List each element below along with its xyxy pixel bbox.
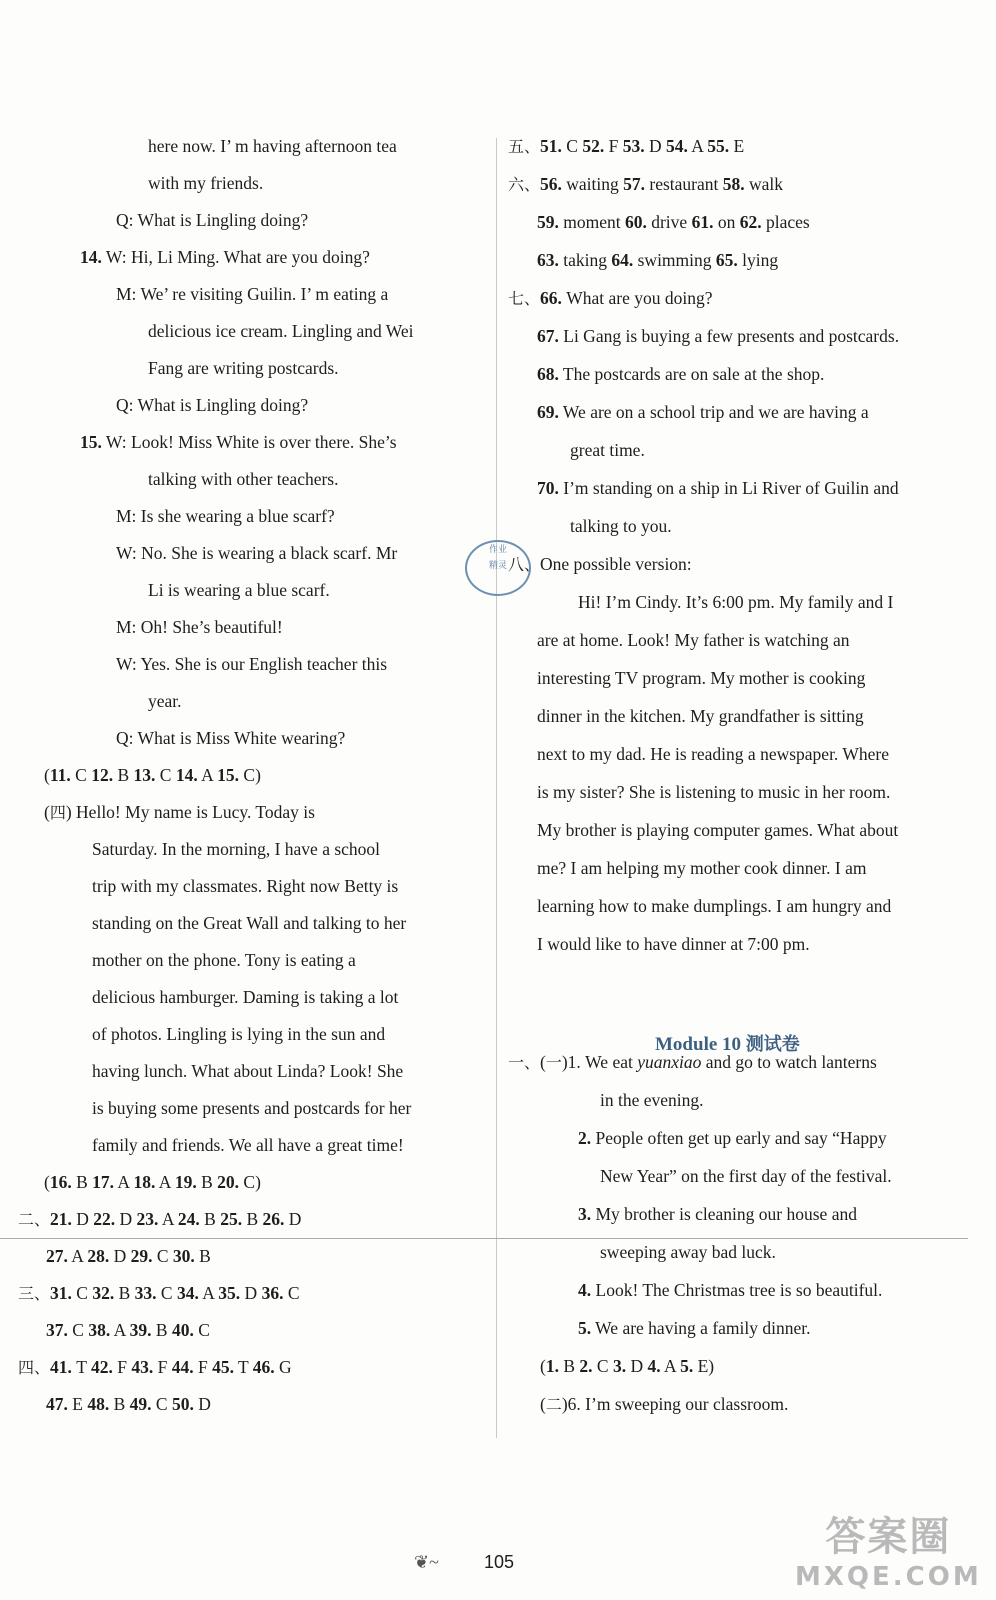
left-text-line: M: Is she wearing a blue scarf? [116,506,335,526]
right-text-line: I would like to have dinner at 7:00 pm. [537,934,810,954]
right-text-line: 69. We are on a school trip and we are having a [537,402,869,422]
right-text-line: 63. taking 64. swimming 65. lying [537,250,779,270]
right-text-line: 2. People often get up early and say “Happy [578,1128,887,1148]
right-text-line: 六、56. waiting 57. restaurant 58. walk [508,174,784,194]
right-text-line: next to my dad. He is reading a newspaper. Where [537,744,889,764]
right-text-line: great time. [570,440,645,460]
left-text-line: having lunch. What about Linda? Look! She [92,1061,404,1081]
right-text-line: interesting TV program. My mother is cooking [537,668,866,688]
right-text-line: Hi! I’m Cindy. It’s 6:00 pm. My family and I [578,592,894,612]
left-text-line: of photos. Lingling is lying in the sun and [92,1024,386,1044]
right-text-line: sweeping away bad luck. [600,1242,776,1262]
left-text-line: Fang are writing postcards. [148,358,339,378]
right-text-line: (二)6. I’m sweeping our classroom. [540,1394,789,1414]
right-text-line: talking to you. [570,516,672,536]
left-text-line: is buying some presents and postcards for her [92,1098,412,1118]
ornament-icon: ❦~ [414,1552,439,1572]
left-text-line: 四、41. T 42. F 43. F 44. F 45. T 46. G [18,1357,292,1377]
left-text-line: year. [148,691,182,711]
left-text-line: (11. C 12. B 13. C 14. A 15. C) [44,765,261,785]
left-text-line: Q: What is Lingling doing? [116,395,309,415]
stamp-logo: 作业 精灵 [465,540,531,596]
left-text-line: 二、21. D 22. D 23. A 24. B 25. B 26. D [18,1209,302,1229]
right-text-line: 5. We are having a family dinner. [578,1318,811,1338]
right-text-line: 4. Look! The Christmas tree is so beautiful. [578,1280,883,1300]
left-text-line: delicious ice cream. Lingling and Wei [148,321,414,341]
left-text-line: W: No. She is wearing a black scarf. Mr [116,543,398,563]
left-text-line: Q: What is Miss White wearing? [116,728,346,748]
left-text-line: standing on the Great Wall and talking to her [92,913,407,933]
left-text-line: family and friends. We all have a great time! [92,1135,404,1155]
left-text-line: with my friends. [148,173,264,193]
left-text-line: W: Yes. She is our English teacher this [116,654,388,674]
left-text-line: talking with other teachers. [148,469,339,489]
left-text-line: Li is wearing a blue scarf. [148,580,330,600]
column-divider [496,138,497,1438]
left-text-line: 14. W: Hi, Li Ming. What are you doing? [80,247,370,267]
watermark-logo: 答案圈 MXQE.COM [795,1514,982,1592]
right-text-line: 3. My brother is cleaning our house and [578,1204,857,1224]
left-text-line: 三、31. C 32. B 33. C 34. A 35. D 36. C [18,1283,300,1303]
right-text-line: 一、(一)1. We eat yuanxiao and go to watch lanterns [508,1052,877,1072]
left-text-line: Q: What is Lingling doing? [116,210,309,230]
left-text-line: (16. B 17. A 18. A 19. B 20. C) [44,1172,261,1192]
left-text-line: here now. I’ m having afternoon tea [148,136,397,156]
right-text-line: New Year” on the first day of the festival. [600,1166,892,1186]
right-text-line: 67. Li Gang is buying a few presents and postcards. [537,326,900,346]
left-text-line: (四) Hello! My name is Lucy. Today is [44,802,315,822]
left-text-line: 27. A 28. D 29. C 30. B [46,1246,211,1266]
left-text-line: Saturday. In the morning, I have a school [92,839,381,859]
right-text-line: 五、51. C 52. F 53. D 54. A 55. E [508,136,745,156]
horizontal-rule [0,1238,968,1239]
right-text-line: in the evening. [600,1090,704,1110]
right-text-line: are at home. Look! My father is watching an [537,630,850,650]
right-text-line: dinner in the kitchen. My grandfather is sitting [537,706,864,726]
right-text-line: (1. B 2. C 3. D 4. A 5. E) [540,1356,715,1376]
module-heading: Module 10 测试卷 [655,1034,800,1055]
right-text-line: 59. moment 60. drive 61. on 62. places [537,212,810,232]
left-text-line: 47. E 48. B 49. C 50. D [46,1394,211,1414]
left-text-line: 15. W: Look! Miss White is over there. She’s [80,432,397,452]
right-text-line: learning how to make dumplings. I am hungry and [537,896,892,916]
left-text-line: M: Oh! She’s beautiful! [116,617,283,637]
left-text-line: M: We’ re visiting Guilin. I’ m eating a [116,284,389,304]
right-text-line: My brother is playing computer games. What about [537,820,899,840]
right-text-line: 70. I’m standing on a ship in Li River of Guilin and [537,478,899,498]
right-text-line: 68. The postcards are on sale at the shop. [537,364,825,384]
left-text-line: 37. C 38. A 39. B 40. C [46,1320,210,1340]
left-text-line: trip with my classmates. Right now Betty is [92,876,399,896]
left-text-line: mother on the phone. Tony is eating a [92,950,356,970]
right-text-line: me? I am helping my mother cook dinner. I am [537,858,867,878]
right-text-line: is my sister? She is listening to music in her room. [537,782,891,802]
left-text-line: delicious hamburger. Daming is taking a lot [92,987,399,1007]
page-number: 105 [484,1552,515,1572]
right-text-line: 八、One possible version: [508,554,692,574]
right-text-line: 七、66. What are you doing? [508,288,713,308]
